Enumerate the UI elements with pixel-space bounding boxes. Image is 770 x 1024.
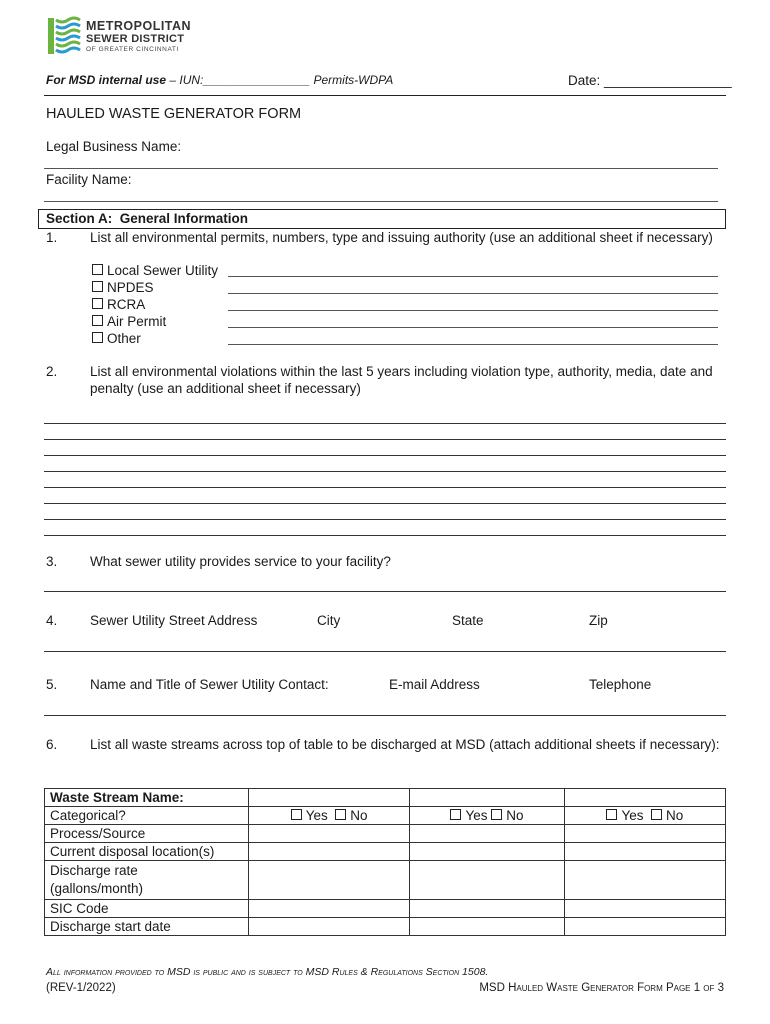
yes-option[interactable] — [291, 808, 328, 823]
facility-name-line[interactable] — [44, 201, 718, 202]
permit-label: Air Permit — [107, 314, 167, 329]
facility-label: Facility Name: — [46, 172, 132, 187]
checkbox-icon[interactable] — [92, 281, 103, 292]
q2-number: 2. — [46, 364, 58, 379]
table-row — [45, 825, 726, 843]
yes-label: Yes — [305, 808, 328, 823]
checkbox-icon[interactable] — [92, 298, 103, 309]
row-label-sic-code: SIC Code — [45, 900, 249, 918]
checkbox-icon[interactable] — [335, 809, 346, 820]
header-rule — [44, 95, 726, 96]
disposal-location-cell-3[interactable] — [564, 843, 725, 861]
categorical-cell-2[interactable] — [410, 807, 564, 825]
disposal-location-cell-1[interactable] — [249, 843, 410, 861]
waste-stream-name-cell-1[interactable] — [249, 789, 410, 807]
public-info-notice: All information provided to MSD is public and is subject to MSD Rules & Regulations Section 1508. — [46, 966, 489, 978]
permit-option-npdes[interactable] — [92, 280, 154, 295]
revision-label: (REV-1/2022) — [46, 982, 116, 994]
iun-permits-text: – IUN:________________ Permits-WDPA — [166, 73, 394, 87]
q5-number: 5. — [46, 677, 58, 692]
permit-option-air[interactable] — [92, 314, 166, 329]
permit-line-1[interactable] — [228, 276, 718, 277]
table-row — [45, 918, 726, 936]
q1-text: List all environmental permits, numbers, type and issuing authority (use an additional sheet if necessary) — [90, 230, 713, 245]
row-label-process-source: Process/Source — [45, 825, 249, 843]
q5-contact-label: Name and Title of Sewer Utility Contact: — [90, 677, 329, 692]
row-label-discharge-start-date: Discharge start date — [45, 918, 249, 936]
internal-use-label: For MSD internal use — [46, 73, 167, 87]
process-source-cell-2[interactable] — [410, 825, 564, 843]
table-row — [45, 843, 726, 861]
checkbox-icon[interactable] — [92, 264, 103, 275]
discharge-rate-label: Discharge rate — [50, 863, 138, 878]
waste-stream-name-cell-3[interactable] — [564, 789, 725, 807]
violation-line-1[interactable] — [44, 423, 726, 424]
row-label-categorical: Categorical? — [45, 807, 249, 825]
discharge-rate-cell-3[interactable] — [564, 861, 725, 900]
q3-text: What sewer utility provides service to your facility? — [90, 554, 391, 569]
permit-line-2[interactable] — [228, 293, 718, 294]
table-row — [45, 789, 726, 807]
discharge-start-date-cell-3[interactable] — [564, 918, 725, 936]
checkbox-icon[interactable] — [651, 809, 662, 820]
violation-line-6[interactable] — [44, 503, 726, 504]
section-a-title: Section A: General Information — [46, 211, 249, 226]
waste-stream-table — [44, 788, 726, 936]
violation-line-7[interactable] — [44, 519, 726, 520]
address-line[interactable] — [44, 651, 726, 652]
table-row — [45, 807, 726, 825]
permit-label: Local Sewer Utility — [107, 263, 219, 278]
no-option[interactable] — [651, 808, 683, 823]
violation-line-8[interactable] — [44, 535, 726, 536]
violation-line-2[interactable] — [44, 439, 726, 440]
discharge-rate-cell-1[interactable] — [249, 861, 410, 900]
discharge-rate-cell-2[interactable] — [410, 861, 564, 900]
permit-option-local-sewer[interactable] — [92, 263, 218, 278]
discharge-start-date-cell-1[interactable] — [249, 918, 410, 936]
no-option[interactable] — [335, 808, 367, 823]
permit-line-3[interactable] — [228, 310, 718, 311]
sic-code-cell-2[interactable] — [410, 900, 564, 918]
q1-number: 1. — [46, 230, 58, 245]
logo-line-2: SEWER DISTRICT — [86, 33, 185, 45]
form-title: HAULED WASTE GENERATOR FORM — [46, 106, 302, 122]
process-source-cell-3[interactable] — [564, 825, 725, 843]
checkbox-icon[interactable] — [291, 809, 302, 820]
logo-wave-icon — [48, 16, 82, 56]
table-row — [45, 900, 726, 918]
q4-state-label: State — [452, 613, 484, 628]
permit-option-other[interactable] — [92, 331, 141, 346]
permit-label: NPDES — [107, 280, 154, 295]
q5-email-label: E-mail Address — [389, 677, 480, 692]
q4-number: 4. — [46, 613, 58, 628]
violation-line-4[interactable] — [44, 471, 726, 472]
checkbox-icon[interactable] — [491, 809, 502, 820]
legal-business-label: Legal Business Name: — [46, 139, 182, 154]
checkbox-icon[interactable] — [450, 809, 461, 820]
q4-street-address-label: Sewer Utility Street Address — [90, 613, 258, 628]
permit-label: RCRA — [107, 297, 146, 312]
categorical-cell-1[interactable] — [249, 807, 410, 825]
row-label-disposal-location: Current disposal location(s) — [45, 843, 249, 861]
permit-line-4[interactable] — [228, 327, 718, 328]
discharge-start-date-cell-2[interactable] — [410, 918, 564, 936]
discharge-rate-unit: (gallons/month) — [50, 881, 144, 896]
q6-number: 6. — [46, 737, 58, 752]
process-source-cell-1[interactable] — [249, 825, 410, 843]
yes-option[interactable] — [606, 808, 643, 823]
permit-label: Other — [107, 331, 141, 346]
date-field: Date: _________________ — [568, 73, 732, 88]
msd-logo — [48, 16, 192, 56]
disposal-location-cell-2[interactable] — [410, 843, 564, 861]
permit-line-5[interactable] — [228, 344, 718, 345]
no-label: No — [350, 808, 368, 823]
violation-line-3[interactable] — [44, 455, 726, 456]
yes-option[interactable] — [450, 808, 487, 823]
yes-label: Yes — [621, 808, 644, 823]
logo-line-3: OF GREATER CINCINNATI — [86, 46, 179, 53]
yes-label: Yes — [465, 808, 488, 823]
waste-stream-name-cell-2[interactable] — [410, 789, 564, 807]
checkbox-icon[interactable] — [606, 809, 617, 820]
table-row — [45, 861, 726, 900]
legal-business-name-line[interactable] — [44, 168, 718, 169]
categorical-cell-3[interactable] — [564, 807, 725, 825]
q4-zip-label: Zip — [589, 613, 608, 628]
q5-telephone-label: Telephone — [589, 677, 652, 692]
no-label: No — [665, 808, 684, 823]
no-option[interactable] — [491, 808, 523, 823]
checkbox-icon[interactable] — [92, 332, 103, 343]
q2-text-line-2: penalty (use an additional sheet if necessary) — [90, 381, 361, 396]
logo-line-1: METROPOLITAN — [86, 19, 192, 33]
internal-use-line — [46, 73, 393, 87]
q2-text-line-1: List all environmental violations within the last 5 years including violation type, authority, media, date and — [90, 364, 713, 379]
checkbox-icon[interactable] — [92, 315, 103, 326]
q3-number: 3. — [46, 554, 58, 569]
q6-text: List all waste streams across top of table to be discharged at MSD (attach additional sheets if necessary): — [90, 737, 720, 752]
page-number-label: MSD Hauled Waste Generator Form Page 1 of 3 — [479, 982, 724, 994]
permit-option-rcra[interactable] — [92, 297, 145, 312]
q4-city-label: City — [317, 613, 341, 628]
sewer-utility-line[interactable] — [44, 591, 726, 592]
violation-line-5[interactable] — [44, 487, 726, 488]
row-label-discharge-rate — [45, 861, 249, 900]
sic-code-cell-3[interactable] — [564, 900, 725, 918]
no-label: No — [506, 808, 524, 823]
sic-code-cell-1[interactable] — [249, 900, 410, 918]
contact-line[interactable] — [44, 715, 726, 716]
row-label-waste-stream-name: Waste Stream Name: — [45, 789, 249, 807]
